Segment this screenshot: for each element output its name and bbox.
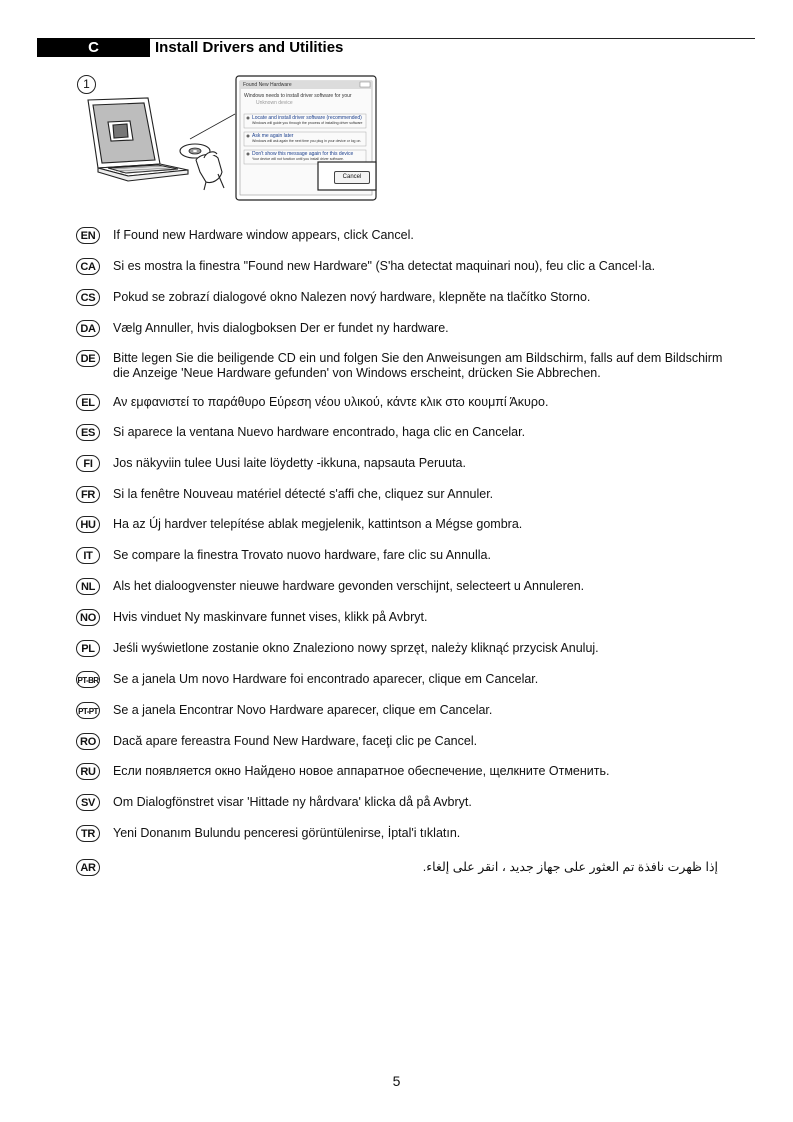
language-badge: CS	[76, 289, 100, 306]
language-badge: DA	[76, 320, 100, 337]
language-instruction-text: Hvis vinduet Ny maskinvare funnet vises, klikk på Avbryt.	[113, 610, 428, 624]
language-badge: FR	[76, 486, 100, 503]
section-letter: C	[88, 39, 99, 56]
language-instruction-text: Si aparece la ventana Nuevo hardware encontrado, haga clic en Cancelar.	[113, 425, 526, 439]
language-instruction-text: If Found new Hardware window appears, click Cancel.	[113, 228, 414, 242]
dialog-option-3[interactable]: Don't show this message again for this device	[252, 151, 354, 157]
language-instruction-text: Jeśli wyświetlone zostanie okno Znaleziono nowy sprzęt, należy kliknąć przycisk Anuluj.	[113, 641, 599, 655]
dialog-cancel-button[interactable]: Cancel	[334, 171, 370, 184]
language-badge: NL	[76, 578, 100, 595]
dialog-prompt: Windows needs to install driver software for your	[244, 93, 352, 99]
dialog-option-2[interactable]: Ask me again later	[252, 133, 294, 139]
language-instruction-text: Если появляется окно Найдено новое аппаратное обеспечение, щелкните Отменить.	[113, 764, 610, 778]
dialog-device: Unknown device	[256, 100, 293, 106]
language-instruction-text: Se a janela Encontrar Novo Hardware aparecer, clique em Cancelar.	[113, 703, 493, 717]
language-instruction-text: Yeni Donanım Bulundu penceresi görüntülenirse, İptal'i tıklatın.	[113, 826, 461, 840]
language-badge: ES	[76, 424, 100, 441]
dialog-title: Found New Hardware	[243, 82, 292, 88]
language-badge: EN	[76, 227, 100, 244]
language-instruction-text: Αν εμφανιστεί το παράθυρο Εύρεση νέου υλικού, κάντε κλικ στο κουμπί Άκυρο.	[113, 395, 549, 409]
language-badge: RO	[76, 733, 100, 750]
language-instruction-text: Bitte legen Sie die beiligende CD ein und folgen Sie den Anweisungen am Bildschirm, falls auf dem Bildschirm die Anzeige 'Neue Hardware gefunden' von Windows erscheint, drücken Sie Abbrechen.	[113, 351, 723, 380]
language-instruction-text: Ha az Új hardver telepítése ablak megjelenik, kattintson a Mégse gombra.	[113, 517, 523, 531]
language-instruction-text: Pokud se zobrazí dialogové okno Nalezen nový hardware, klepněte na tlačítko Storno.	[113, 290, 591, 304]
language-badge: RU	[76, 763, 100, 780]
language-badge: SV	[76, 794, 100, 811]
language-instruction-text: Vælg Annuller, hvis dialogboksen Der er fundet ny hardware.	[113, 321, 449, 335]
language-badge: AR	[76, 859, 100, 876]
laptop-icon	[88, 98, 188, 181]
language-instruction-text: Jos näkyviin tulee Uusi laite löydetty -ikkuna, napsauta Peruuta.	[113, 456, 466, 470]
language-badge: IT	[76, 547, 100, 564]
language-instruction-text: Si la fenêtre Nouveau matériel détecté s'affi che, cliquez sur Annuler.	[113, 487, 494, 501]
language-badge: PL	[76, 640, 100, 657]
dialog-option-1[interactable]: Locate and install driver software (recommended)	[252, 115, 362, 121]
dialog-option-3-sub: Your device will not function until you install driver software.	[252, 157, 344, 161]
step-number: 1	[77, 75, 96, 94]
language-badge: EL	[76, 394, 100, 411]
language-instruction-text: Om Dialogfönstret visar 'Hittade ny hårdvara' klicka då på Avbryt.	[113, 795, 472, 809]
language-badge: NO	[76, 609, 100, 626]
language-instruction-text: إذا ظهرت نافذة تم العثور على جهاز جديد ، انقر على إلغاء.	[422, 860, 718, 874]
language-instruction-text: Se compare la finestra Trovato nuovo hardware, fare clic su Annulla.	[113, 548, 491, 562]
language-badge: PT-BR	[76, 671, 100, 688]
dialog-option-2-sub: Windows will ask again the next time you plug in your device or log on.	[252, 139, 362, 143]
language-badge: PT-PT	[76, 702, 100, 719]
language-badge: DE	[76, 350, 100, 367]
language-badge: HU	[76, 516, 100, 533]
language-badge: FI	[76, 455, 100, 472]
language-instruction-text: Si es mostra la finestra "Found new Hardware" (S'ha detectat maquinari nou), feu clic a Cancel·la.	[113, 259, 656, 273]
language-instruction-text: Dacă apare fereastra Found New Hardware, faceţi clic pe Cancel.	[113, 734, 478, 748]
language-badge: TR	[76, 825, 100, 842]
dialog-option-1-sub: Windows will guide you through the process of installing driver software	[252, 121, 363, 125]
page-number: 5	[392, 1073, 401, 1089]
section-title: Install Drivers and Utilities	[155, 39, 344, 56]
hand-icon	[196, 152, 224, 190]
language-instruction-text: Als het dialoogvenster nieuwe hardware gevonden verschijnt, selecteert u Annuleren.	[113, 579, 585, 593]
language-instruction-text: Se a janela Um novo Hardware foi encontrado aparecer, clique em Cancelar.	[113, 672, 539, 686]
section-header	[37, 38, 755, 58]
language-badge: CA	[76, 258, 100, 275]
